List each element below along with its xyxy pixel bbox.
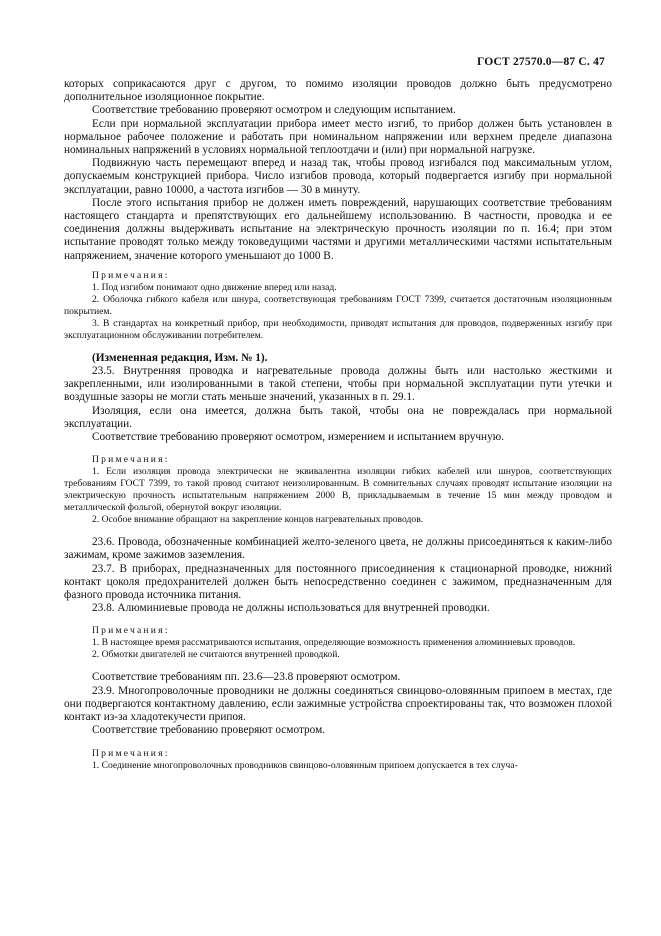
paragraph: Подвижную часть перемещают вперед и назад так, чтобы провод изгибался под максимальным углом, допускаемым конструкцией прибора. Число изгибов провода, который подвергается изгибу при нормальной эксплуатации, равно 10000, а частота изгибов — 30 в минуту.	[64, 157, 612, 196]
spacer	[64, 661, 612, 671]
notes-heading: Примечания:	[92, 454, 170, 466]
paragraph: 23.8. Алюминиевые провода не должны использоваться для внутренней проводки.	[92, 602, 490, 615]
spacer	[64, 263, 612, 270]
paragraph: Изоляция, если она имеется, должна быть такой, чтобы она не повреждалась при нормальной эксплуатации.	[64, 404, 612, 430]
note-item: 1. Если изоляция провода электрически не эквивалентна изоляции гибких кабелей или шнуров, соответствующих требованиям ГОСТ 7399, то такой провод считают неизолированным. В сомнительных случаях проводят испытание изоляции на электрическую прочность испытательным напряжением 2000 В, прикладываемым в течение 15 мин между проводом и металлической фольгой, обернутой вокруг изоляции.	[64, 466, 612, 514]
notes-heading: Примечания:	[92, 747, 170, 759]
paragraph: Соответствие требованиям пп. 23.6—23.8 проверяют осмотром.	[92, 671, 401, 684]
paragraph: Если при нормальной эксплуатации прибора имеет место изгиб, то прибор должен быть установлен в нормальное рабочее положение и работать при номинальном напряжении или верхнем пределе диапазона номинальных напряжений в условиях нормальной теплоотдачи и (или) при нормальной нагрузке.	[64, 117, 612, 157]
note-item: 2. Обмотки двигателей не считаются внутренней проводкой.	[92, 649, 340, 661]
note-item: 1. В настоящее время рассматриваются испытания, определяющие возможность применения алюминиевых проводов.	[92, 637, 576, 649]
spacer	[64, 342, 612, 352]
spacer	[64, 526, 612, 536]
paragraph: 23.9. Многопроволочные проводники не должны соединяться свинцово-оловянным припоем в местах, где они подвергаются контактному давлению, если зажимные устройства спроектированы так, что возможен плохой контакт из-за хладотекучести припоя.	[64, 684, 612, 724]
paragraph: которых соприкасаются друг с другом, то помимо изоляции проводов должно быть предусмотрено дополнительное изоляционное покрытие.	[64, 78, 612, 104]
notes-heading: Примечания:	[92, 269, 170, 281]
spacer	[64, 444, 612, 454]
note-item: 3. В стандартах на конкретный прибор, при необходимости, приводят испытания для проводов, подверженных изгибу при эксплуатационном обслуживании потребителем.	[64, 317, 612, 341]
paragraph: 23.5. Внутренняя проводка и нагревательные провода должны быть или настолько жесткими и закрепленными, или изолированными в такой степени, чтобы при нормальной эксплуатации пути утечки и воздушные зазоры не могли стать меньше значений, указанных в п. 29.1.	[64, 365, 612, 404]
paragraph: Соответствие требованию проверяют осмотром, измерением и испытанием вручную.	[92, 431, 505, 444]
notes-heading: Примечания:	[92, 625, 170, 637]
spacer	[64, 615, 612, 625]
paragraph: Соответствие требованию проверяют осмотром.	[92, 724, 326, 737]
note-item: 1. Под изгибом понимают одно движение вперед или назад.	[92, 281, 337, 293]
amendment-note: (Измененная редакция, Изм. № 1).	[92, 351, 268, 364]
paragraph: Соответствие требованию проверяют осмотром и следующим испытанием.	[92, 104, 456, 117]
page-body	[64, 78, 612, 772]
paragraph: После этого испытания прибор не должен иметь повреждений, нарушающих соответствие требованиям настоящего стандарта и препятствующих его дальнейшему использованию. В частности, проводка и ее соединения должны выдерживать испытание на электрическую прочность изоляции по п. 16.4; при этом испытание проводят только между токоведущими частями и другими металлическими частями испытательным напряжением, значение которого уменьшают до 1000 В.	[64, 196, 612, 262]
note-item: 1. Соединение многопроволочных проводников свинцово-оловянным припоем допускается в тех случа-	[92, 759, 518, 771]
note-item: 2. Оболочка гибкого кабеля или шнура, соответствующая требованиям ГОСТ 7399, считается достаточным изоляционным покрытием.	[64, 293, 612, 317]
page-header: ГОСТ 27570.0—87 С. 47	[477, 56, 605, 68]
paragraph: 23.7. В приборах, предназначенных для постоянного присоединения к стационарной проводке, нижний контакт цоколя предохранителей должен быть непосредственно соединен с зажимом, предназначенным для фазного провода источника питания.	[64, 562, 612, 602]
paragraph: 23.6. Провода, обозначенные комбинацией желто-зеленого цвета, не должны присоединяться к каким-либо зажимам, кроме зажимов заземления.	[64, 536, 612, 562]
note-item: 2. Особое внимание обращают на закрепление концов нагревательных проводов.	[92, 514, 424, 526]
spacer	[64, 738, 612, 748]
